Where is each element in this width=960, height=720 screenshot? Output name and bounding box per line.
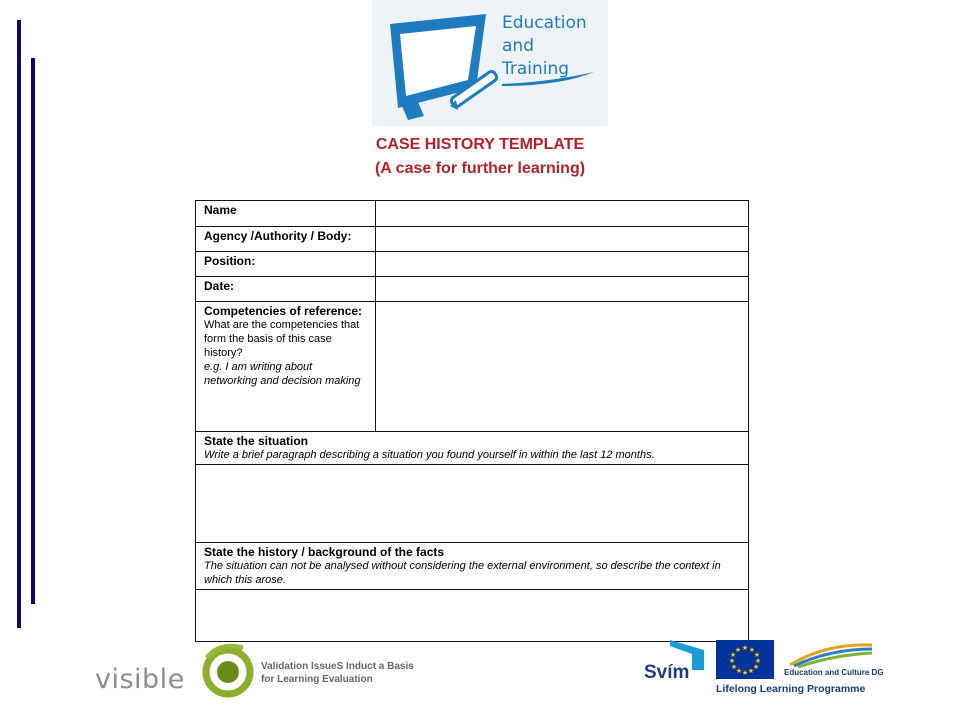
visible-tagline-line2: for Learning Evaluation	[261, 674, 373, 685]
history-heading: State the history / background of the facts	[204, 545, 445, 559]
left-vertical-bar-outer	[17, 20, 21, 628]
lifelong-learning-label: Lifelong Learning Programme	[716, 683, 866, 695]
history-instruction: The situation can not be analysed without considering the external environment, so describe the context in which this arose.	[204, 560, 721, 586]
svim-wordmark: Svím	[644, 662, 690, 683]
date-label: Date:	[196, 277, 376, 302]
logo-line-training: Training	[502, 59, 570, 79]
competencies-example: e.g. I am writing about networking and decision making	[204, 361, 361, 387]
svim-logo	[644, 640, 706, 696]
position-field[interactable]	[376, 252, 749, 277]
svg-text:★: ★	[741, 644, 749, 652]
name-field[interactable]	[376, 201, 749, 227]
education-culture-logo	[786, 639, 876, 669]
situation-heading: State the situation	[204, 434, 309, 448]
education-culture-label: Education and Culture DG	[784, 668, 884, 677]
svg-text:★: ★	[753, 651, 761, 659]
situation-header-cell	[196, 432, 749, 465]
visible-wordmark: visible	[95, 664, 185, 695]
agency-label: Agency /Authority / Body:	[196, 227, 376, 252]
position-label: Position:	[196, 252, 376, 277]
svg-text:★: ★	[729, 651, 737, 659]
visible-logo	[95, 636, 425, 700]
history-header-cell	[196, 543, 749, 590]
competencies-field[interactable]	[376, 302, 749, 432]
education-culture-swoosh-icon	[786, 639, 876, 669]
logo-line-education: Education	[502, 13, 587, 33]
case-history-form	[195, 200, 749, 642]
visible-tagline-line1: Validation IssueS Induct a Basis	[261, 661, 414, 672]
visible-tagline	[261, 660, 414, 686]
history-field[interactable]	[196, 590, 749, 642]
svg-text:★: ★	[747, 667, 755, 675]
svg-text:★: ★	[734, 646, 742, 654]
agency-field[interactable]	[376, 227, 749, 252]
svg-text:★: ★	[728, 657, 736, 665]
svg-text:★: ★	[735, 667, 743, 675]
svg-text:★: ★	[741, 669, 749, 677]
eu-flag-icon	[716, 640, 774, 679]
competencies-cell	[196, 302, 376, 432]
situation-instruction: Write a brief paragraph describing a situation you found yourself in within the last 12 months.	[204, 449, 655, 461]
visible-swirl-icon	[199, 640, 257, 698]
competencies-label: Competencies of reference:	[204, 304, 363, 318]
logo-line-and: and	[502, 36, 534, 56]
template-title: CASE HISTORY TEMPLATE	[375, 136, 585, 153]
competencies-question: What are the competencies that form the basis of this case history?	[204, 319, 360, 359]
swoosh-icon	[500, 70, 596, 88]
svg-text:★: ★	[754, 657, 762, 665]
date-field[interactable]	[376, 277, 749, 302]
svg-text:★: ★	[748, 646, 756, 654]
svg-text:★: ★	[730, 663, 738, 671]
computer-monitor-icon	[378, 6, 508, 124]
situation-field[interactable]	[196, 465, 749, 543]
template-subtitle: (A case for further learning)	[374, 160, 586, 177]
svg-text:★: ★	[752, 663, 760, 671]
education-training-logo	[372, 0, 608, 126]
name-label: Name	[196, 201, 376, 227]
